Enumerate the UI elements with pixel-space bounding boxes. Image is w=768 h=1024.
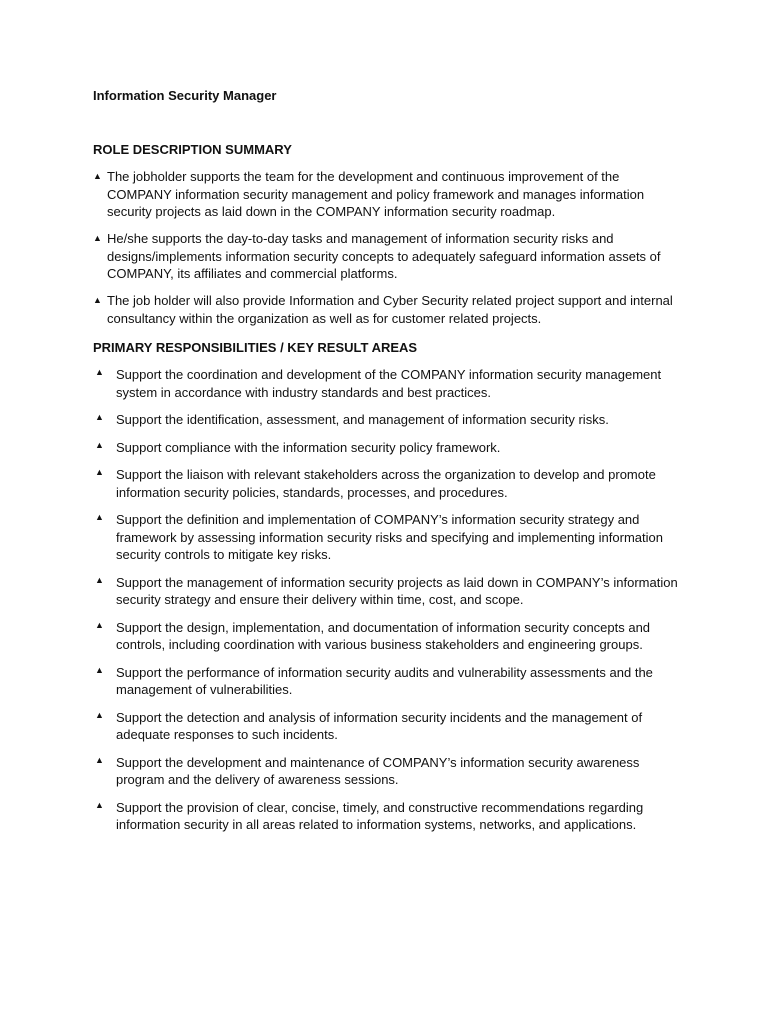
summary-item-text: He/she supports the day-to-day tasks and management of information security risks and designs/implements information security concepts to adequately safeguard information assets of COMPANY, its affiliates and commercial platforms. (107, 231, 661, 281)
responsibility-list-item (93, 411, 683, 429)
triangle-bullet-icon: ▲ (95, 512, 104, 522)
triangle-bullet-icon: ▲ (93, 295, 102, 305)
triangle-bullet-icon: ▲ (93, 233, 102, 243)
triangle-bullet-icon: ▲ (95, 799, 104, 810)
responsibility-list-item (93, 511, 683, 564)
responsibility-item-text: Support the design, implementation, and documentation of information security concepts and controls, including coordination with various business stakeholders and engineering groups. (116, 619, 651, 652)
summary-list-item (93, 168, 683, 221)
triangle-bullet-icon: ▲ (95, 367, 104, 377)
responsibility-list-item (93, 574, 683, 609)
responsibility-list-item (93, 466, 683, 501)
responsibility-item-text: Support the liaison with relevant stakeholders across the organization to develop and promote information security policies, standards, processes, and procedures. (116, 467, 656, 500)
responsibility-item-text: Support the development and maintenance of COMPANY’s information security awareness program and the delivery of awareness sessions. (116, 754, 640, 787)
role-summary-heading: ROLE DESCRIPTION SUMMARY (93, 142, 292, 157)
triangle-bullet-icon: ▲ (95, 664, 104, 675)
triangle-bullet-icon: ▲ (95, 412, 104, 422)
responsibility-item-text: Support the management of information security projects as laid down in COMPANY’s information security strategy and ensure their delivery within time, cost, and scope. (116, 574, 678, 607)
triangle-bullet-icon: ▲ (95, 439, 104, 450)
responsibility-item-text: Support the performance of information security audits and vulnerability assessments and the management of vulnerabilities. (116, 664, 653, 697)
triangle-bullet-icon: ▲ (95, 574, 104, 585)
responsibility-list-item (93, 619, 683, 654)
responsibility-item-text: Support the definition and implementation of COMPANY’s information security strategy and framework by assessing information security risks and specifying and implementing information security controls to mitigate key risks. (116, 512, 663, 562)
responsibility-item-text: Support the coordination and development of the COMPANY information security management system in accordance with industry standards and best practices. (116, 367, 662, 400)
responsibilities-heading: PRIMARY RESPONSIBILITIES / KEY RESULT AREAS (93, 340, 418, 355)
summary-list-item (93, 230, 683, 283)
responsibility-item-text: Support the provision of clear, concise, timely, and constructive recommendations regarding information security in all areas related to information systems, networks, and applications. (116, 799, 644, 832)
responsibility-list-item (93, 754, 683, 789)
responsibility-item-text: Support the identification, assessment, and management of information security risks. (116, 412, 609, 427)
responsibility-list-item (93, 366, 683, 401)
responsibility-list-item (93, 439, 683, 457)
responsibilities-list (93, 366, 683, 834)
responsibility-item-text: Support the detection and analysis of information security incidents and the management of adequate responses to such incidents. (116, 709, 643, 742)
role-summary-list (93, 168, 683, 327)
triangle-bullet-icon: ▲ (95, 467, 104, 477)
summary-list-item (93, 292, 683, 327)
triangle-bullet-icon: ▲ (95, 619, 104, 630)
responsibility-list-item (93, 664, 683, 699)
triangle-bullet-icon: ▲ (95, 754, 104, 765)
summary-item-text: The job holder will also provide Information and Cyber Security related project support and internal consultancy within the organization as well as for customer related projects. (107, 293, 673, 326)
responsibility-item-text: Support compliance with the information security policy framework. (116, 439, 501, 455)
responsibility-list-item (93, 799, 683, 834)
document-title: Information Security Manager (93, 88, 277, 103)
triangle-bullet-icon: ▲ (93, 171, 102, 181)
summary-item-text: The jobholder supports the team for the development and continuous improvement of the COMPANY information security management and policy framework and manages information security projects as laid down in the COMPANY information security roadmap. (107, 169, 645, 219)
role-summary-section (93, 141, 683, 337)
responsibility-list-item (93, 709, 683, 744)
responsibilities-section (93, 339, 683, 844)
triangle-bullet-icon: ▲ (95, 709, 104, 720)
